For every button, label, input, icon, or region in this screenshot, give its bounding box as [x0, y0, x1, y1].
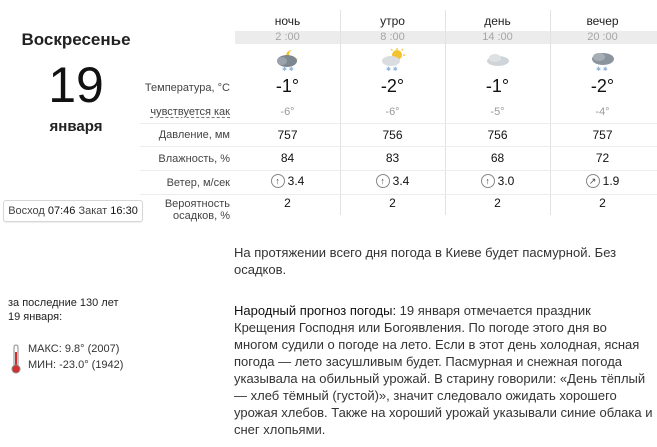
row-divider	[140, 123, 657, 124]
svg-text:✱ ✱: ✱ ✱	[281, 67, 294, 72]
row-divider	[140, 194, 657, 195]
period-day: день	[484, 14, 511, 28]
period-evening: вечер	[586, 14, 619, 28]
precip-day: 2	[494, 196, 501, 210]
feels-evening: -4°	[595, 106, 610, 118]
precip-morning: 2	[389, 196, 396, 210]
month: января	[49, 118, 103, 135]
wind-morning: ↑ 3.4	[340, 174, 445, 188]
history-period: за последние 130 лет	[8, 297, 119, 309]
pressure-day: 756	[487, 128, 508, 142]
cloud-snow-icon	[550, 48, 655, 72]
period-morning: утро	[380, 14, 405, 28]
row-divider	[140, 146, 657, 147]
thermometer-icon	[10, 344, 22, 374]
cloud-icon	[445, 48, 550, 72]
history-min: МИН: -23.0° (1942)	[28, 359, 124, 371]
pressure-morning: 756	[382, 128, 403, 142]
feels-night: -6°	[280, 106, 295, 118]
history-block	[8, 296, 208, 324]
day-number: 19	[48, 57, 104, 113]
label-humidity: Влажность, %	[158, 153, 230, 165]
label-feels-like[interactable]: чувствуется как	[150, 106, 230, 118]
wind-arrow-icon: ↑	[481, 174, 495, 188]
humidity-evening: 72	[595, 151, 610, 165]
row-divider	[140, 170, 657, 171]
wind-evening: ↗ 1.9	[550, 174, 655, 188]
temp-evening: -2°	[590, 76, 615, 96]
time-morning: 8 :00	[380, 31, 405, 43]
precip-evening: 2	[599, 196, 606, 210]
feels-morning: -6°	[385, 106, 400, 118]
sunrise-time: 07:46	[47, 205, 76, 217]
time-night: 2 :00	[275, 31, 300, 43]
temp-morning: -2°	[380, 76, 405, 96]
humidity-morning: 83	[385, 151, 400, 165]
sun-cloud-snow-icon	[340, 48, 445, 72]
weather-summary: На протяжении всего дня погода в Киеве будет пасмурной. Без осадков.	[234, 245, 617, 277]
feels-day: -5°	[490, 106, 505, 118]
precip-night: 2	[284, 196, 291, 210]
humidity-day: 68	[490, 151, 505, 165]
folk-forecast	[234, 302, 654, 438]
label-pressure: Давление, мм	[158, 129, 230, 141]
pressure-evening: 757	[592, 128, 613, 142]
wind-arrow-icon: ↗	[586, 174, 600, 188]
label-temperature: Температура, °C	[144, 82, 230, 94]
cloud-moon-snow-icon	[235, 48, 340, 72]
sunset-time: 16:30	[110, 205, 138, 217]
svg-text:✱ ✱: ✱ ✱	[385, 67, 398, 72]
history-max: МАКС: 9.8° (2007)	[28, 343, 120, 355]
time-day: 14 :00	[482, 31, 513, 43]
temp-night: -1°	[275, 76, 300, 96]
wind-arrow-icon: ↑	[376, 174, 390, 188]
sunrise-sunset	[3, 200, 143, 222]
folk-title: Народный прогноз погоды:	[234, 303, 397, 318]
humidity-night: 84	[280, 151, 295, 165]
time-evening: 20 :00	[587, 31, 618, 43]
day-block	[0, 30, 152, 135]
wind-night: ↑ 3.4	[235, 174, 340, 188]
pressure-night: 757	[277, 128, 298, 142]
sunrise-label: Восход	[8, 205, 45, 217]
sunset-label: Закат	[78, 205, 108, 217]
temp-day: -1°	[485, 76, 510, 96]
label-wind: Ветер, м/сек	[166, 177, 230, 189]
folk-text: 19 января отмечается праздник Крещения Господня или Богоявления. По погоде этого дня во многом судили о погоде на лето. Если в этот день холодная, ясная погода — лето засушливым будет. Пасмурная и снежная погода указывала на обильный урожай. В старину говорили: «День тёплый — хлеб тёмный (густой)», значит следовало ожидать хорошего урожая хлебов. Также на хороший урожай указывали синие облака и снег хлопьями.	[234, 303, 653, 437]
svg-text:✱ ✱: ✱ ✱	[595, 67, 608, 72]
wind-arrow-icon: ↑	[271, 174, 285, 188]
period-night: ночь	[274, 14, 301, 28]
history-date: 19 января:	[8, 311, 63, 323]
weekday: Воскресенье	[21, 30, 131, 49]
label-precipitation: Вероятность осадков, %	[164, 198, 230, 222]
wind-day: ↑ 3.0	[445, 174, 550, 188]
